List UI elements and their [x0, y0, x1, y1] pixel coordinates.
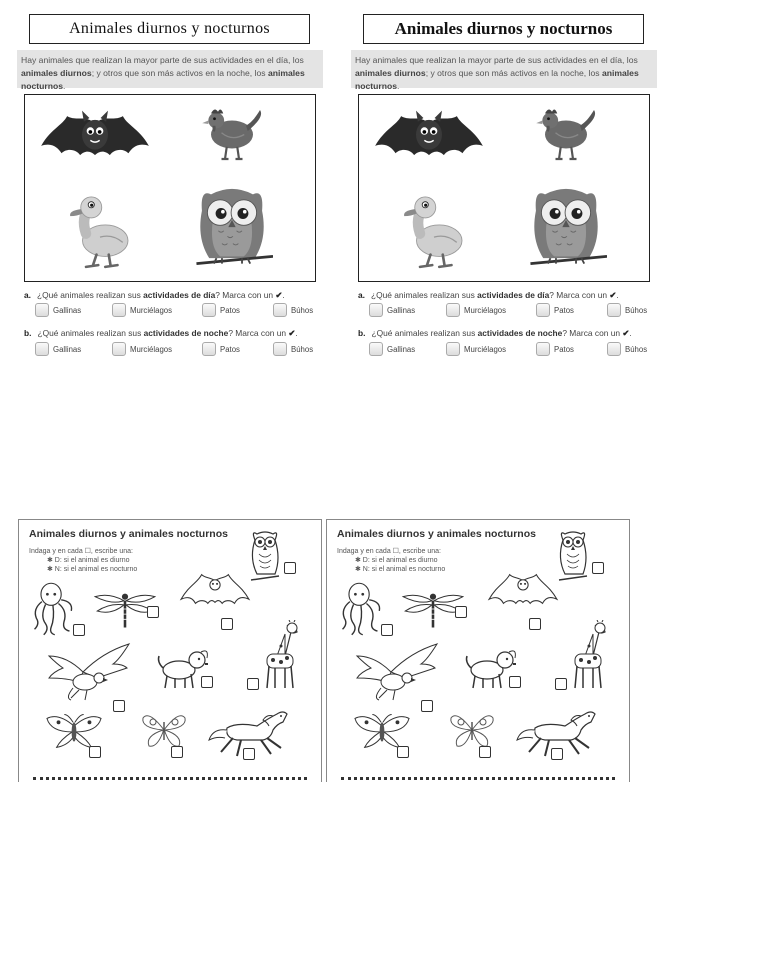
- checkbox[interactable]: [273, 342, 287, 356]
- moth-icon: [353, 710, 411, 750]
- answer-box-dog[interactable]: [509, 676, 521, 688]
- answer-box-moth[interactable]: [89, 746, 101, 758]
- checkbox[interactable]: [112, 303, 126, 317]
- answer-box-horse[interactable]: [243, 748, 255, 760]
- option-buhos[interactable]: Búhos: [607, 342, 647, 356]
- instructions: Indaga y en cada ☐, escribe una: ✱ D: si el animal es diurno ✱ N: si el animal es nocturno: [29, 548, 138, 573]
- checkbox[interactable]: [369, 303, 383, 317]
- animal-pictures: [358, 94, 650, 282]
- giraffe-icon: [257, 620, 307, 690]
- giraffe-icon: [565, 620, 615, 690]
- owl-icon: [553, 528, 593, 588]
- option-patos[interactable]: Patos: [536, 303, 574, 317]
- answer-box-octopus[interactable]: [381, 624, 393, 636]
- bat-icon: [487, 568, 559, 610]
- options-a: [35, 303, 320, 321]
- answer-box-moth[interactable]: [397, 746, 409, 758]
- check-icon: ✔: [275, 290, 283, 300]
- eagle-icon: [43, 642, 133, 702]
- checkbox[interactable]: [536, 303, 550, 317]
- option-gallinas[interactable]: Gallinas: [35, 303, 81, 317]
- worksheet-a-copy-2: [334, 0, 674, 380]
- answer-box-giraffe[interactable]: [555, 678, 567, 690]
- options-b: [35, 342, 320, 360]
- answer-box-butterfly[interactable]: [479, 746, 491, 758]
- answer-box-giraffe[interactable]: [247, 678, 259, 690]
- options-a: [369, 303, 654, 321]
- option-patos[interactable]: Patos: [536, 342, 574, 356]
- check-icon: ✔: [609, 290, 617, 300]
- hen-icon: [531, 95, 601, 167]
- worksheet-b-copy-2: [326, 519, 630, 782]
- option-buhos[interactable]: Búhos: [273, 342, 313, 356]
- option-patos[interactable]: Patos: [202, 303, 240, 317]
- worksheet-title: Animales diurnos y nocturnos: [363, 14, 644, 44]
- checkbox[interactable]: [35, 303, 49, 317]
- worksheet-a-copy-1: [0, 0, 340, 380]
- question-a: a. ¿Qué animales realizan sus actividades de día? Marca con un ✔.: [24, 290, 285, 300]
- option-gallinas[interactable]: Gallinas: [369, 303, 415, 317]
- bat-icon: [179, 568, 251, 610]
- answer-box-bat[interactable]: [529, 618, 541, 630]
- answer-box-butterfly[interactable]: [171, 746, 183, 758]
- option-murcielagos[interactable]: Murciélagos: [112, 342, 172, 356]
- checkbox[interactable]: [273, 303, 287, 317]
- worksheet-title: Animales diurnos y animales nocturnos: [29, 528, 228, 540]
- worksheet-title: Animales diurnos y animales nocturnos: [337, 528, 536, 540]
- checkbox[interactable]: [202, 342, 216, 356]
- worksheet-title: Animales diurnos y nocturnos: [29, 14, 310, 44]
- answer-box-bat[interactable]: [221, 618, 233, 630]
- owl-icon: [191, 181, 273, 277]
- instructions: Indaga y en cada ☐, escribe una: ✱ D: si el animal es diurno ✱ N: si el animal es nocturno: [337, 548, 446, 573]
- checkbox[interactable]: [607, 303, 621, 317]
- question-a: a. ¿Qué animales realizan sus actividades de día? Marca con un ✔.: [358, 290, 619, 300]
- option-murcielagos[interactable]: Murciélagos: [446, 342, 506, 356]
- intro-text: Hay animales que realizan la mayor parte de sus actividades en el día, los animales diurnos; y otros que son más activos en la noche, los animales nocturnos.: [351, 50, 657, 88]
- checkbox[interactable]: [35, 342, 49, 356]
- option-gallinas[interactable]: Gallinas: [35, 342, 81, 356]
- checkbox[interactable]: [202, 303, 216, 317]
- eagle-icon: [351, 642, 441, 702]
- checkbox[interactable]: [112, 342, 126, 356]
- checkbox[interactable]: [369, 342, 383, 356]
- butterfly-icon: [139, 710, 189, 750]
- hen-icon: [197, 95, 267, 167]
- answer-box-dog[interactable]: [201, 676, 213, 688]
- option-gallinas[interactable]: Gallinas: [369, 342, 415, 356]
- answer-box-dragonfly[interactable]: [455, 606, 467, 618]
- checkbox[interactable]: [536, 342, 550, 356]
- checkbox[interactable]: [446, 303, 460, 317]
- owl-icon: [245, 528, 285, 588]
- answer-box-eagle[interactable]: [113, 700, 125, 712]
- options-b: [369, 342, 654, 360]
- option-buhos[interactable]: Búhos: [607, 303, 647, 317]
- option-murcielagos[interactable]: Murciélagos: [112, 303, 172, 317]
- answer-box-eagle[interactable]: [421, 700, 433, 712]
- option-patos[interactable]: Patos: [202, 342, 240, 356]
- dotted-divider: [33, 777, 307, 780]
- bat-icon: [373, 105, 485, 170]
- check-icon: ✔: [288, 328, 296, 338]
- answer-box-owl[interactable]: [592, 562, 604, 574]
- answer-box-octopus[interactable]: [73, 624, 85, 636]
- duck-icon: [399, 187, 469, 275]
- checkbox[interactable]: [607, 342, 621, 356]
- answer-box-owl[interactable]: [284, 562, 296, 574]
- answer-box-horse[interactable]: [551, 748, 563, 760]
- check-icon: ✔: [622, 328, 630, 338]
- intro-text: Hay animales que realizan la mayor parte de sus actividades en el día, los animales diurnos; y otros que son más activos en la noche, los animales nocturnos.: [17, 50, 323, 88]
- option-buhos[interactable]: Búhos: [273, 303, 313, 317]
- question-b: b. ¿Qué animales realizan sus actividades de noche? Marca con un ✔.: [24, 328, 298, 338]
- duck-icon: [65, 187, 135, 275]
- owl-icon: [525, 181, 607, 277]
- checkbox[interactable]: [446, 342, 460, 356]
- butterfly-icon: [447, 710, 497, 750]
- moth-icon: [45, 710, 103, 750]
- answer-box-dragonfly[interactable]: [147, 606, 159, 618]
- animal-pictures: [24, 94, 316, 282]
- octopus-icon: [29, 580, 75, 638]
- bat-icon: [39, 105, 151, 170]
- dotted-divider: [341, 777, 615, 780]
- option-murcielagos[interactable]: Murciélagos: [446, 303, 506, 317]
- worksheet-b-copy-1: [18, 519, 322, 782]
- question-b: b. ¿Qué animales realizan sus actividades de noche? Marca con un ✔.: [358, 328, 632, 338]
- octopus-icon: [337, 580, 383, 638]
